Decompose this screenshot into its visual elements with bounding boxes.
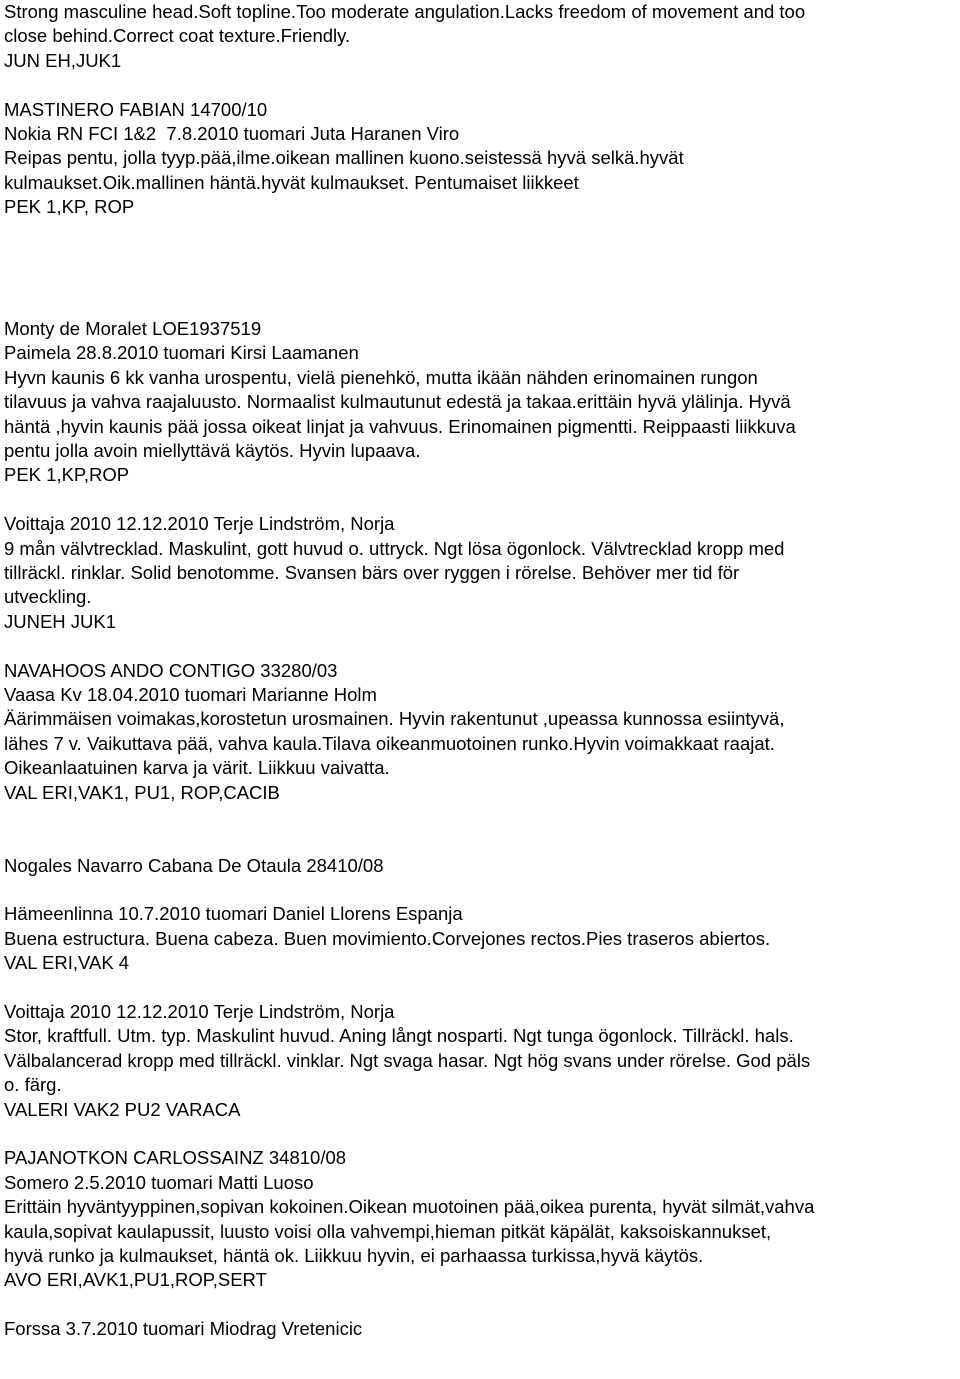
blank-line [4,976,954,1000]
blank-line [4,1122,954,1146]
text-line: VAL ERI,VAK 4 [4,952,130,974]
text-line: utveckling. [4,586,92,608]
text-line: kaula,sopivat kaulapussit, luusto voisi olla vahvempi,hieman pitkät käpälät, kaksoiskannukset, [4,1220,772,1242]
text-line: Somero 2.5.2010 tuomari Matti Luoso [4,1171,314,1193]
text-line: Hämeenlinna 10.7.2010 tuomari Daniel Llorens Espanja [4,903,463,925]
text-line: Reipas pentu, jolla tyyp.pää,ilme.oikean mallinen kuono.seistessä hyvä selkä.hyvät [4,147,684,169]
text-line: Monty de Moralet LOE1937519 [4,318,262,340]
text-line: hyvä runko ja kulmaukset, häntä ok. Liikkuu hyvin, ei parhaassa turkissa,hyvä käytös. [4,1244,704,1266]
text-line: Voittaja 2010 12.12.2010 Terje Lindström, Norja [4,513,395,535]
blank-line [4,220,954,244]
text-line: lähes 7 v. Vaikuttava pää, vahva kaula.Tilava oikeanmuotoinen runko.Hyvin voimakkaat raajat. [4,732,775,754]
blank-line [4,829,954,853]
blank-line [4,244,954,268]
text-line: PEK 1,KP, ROP [4,196,135,218]
blank-line [4,268,954,292]
text-line: o. färg. [4,1074,62,1096]
text-line: Paimela 28.8.2010 tuomari Kirsi Laamanen [4,342,359,364]
text-line: Hyvn kaunis 6 kk vanha urospentu, vielä pienehkö, mutta ikään nähden erinomainen rungon [4,366,758,388]
text-line: VALERI VAK2 PU2 VARACA [4,1098,241,1120]
blank-line [4,293,954,317]
text-line: JUN EH,JUK1 [4,49,122,71]
blank-line [4,805,954,829]
text-line: Vaasa Kv 18.04.2010 tuomari Marianne Holm [4,683,377,705]
blank-line [4,878,954,902]
text-line: Nogales Navarro Cabana De Otaula 28410/08 [4,854,384,876]
text-line: PEK 1,KP,ROP [4,464,130,486]
blank-line [4,1293,954,1317]
text-line: JUNEH JUK1 [4,610,117,632]
document-page [4,0,954,1341]
text-line: MASTINERO FABIAN 14700/10 [4,98,268,120]
text-line: Buena estructura. Buena cabeza. Buen movimiento.Corvejones rectos.Pies traseros abiertos. [4,927,771,949]
text-line: kulmaukset.Oik.mallinen häntä.hyvät kulmaukset. Pentumaiset liikkeet [4,171,579,193]
text-line: häntä ,hyvin kaunis pää jossa oikeat linjat ja vahvuus. Erinomainen pigmentti. Reippaasti liikkuva [4,415,796,437]
text-line: AVO ERI,AVK1,PU1,ROP,SERT [4,1269,267,1291]
blank-line [4,634,954,658]
text-line: close behind.Correct coat texture.Friendly. [4,25,351,47]
text-line: Voittaja 2010 12.12.2010 Terje Lindström, Norja [4,1001,395,1023]
text-line: PAJANOTKON CARLOSSAINZ 34810/08 [4,1147,347,1169]
text-line: Äärimmäisen voimakas,korostetun urosmainen. Hyvin rakentunut ,upeassa kunnossa esiintyvä, [4,708,785,730]
text-line: tillräckl. rinklar. Solid benotomme. Svansen bärs over ryggen i rörelse. Behöver mer tid för [4,561,740,583]
text-line: VAL ERI,VAK1, PU1, ROP,CACIB [4,781,280,803]
text-line: Välbalancerad kropp med tillräckl. vinklar. Ngt svaga hasar. Ngt hög svans under rörelse. God päls [4,1049,811,1071]
text-line: Erittäin hyväntyyppinen,sopivan kokoinen.Oikean muotoinen pää,oikea purenta, hyvät silmät,vahva [4,1196,815,1218]
blank-line [4,73,954,97]
text-line: Forssa 3.7.2010 tuomari Miodrag Vretenicic [4,1318,363,1340]
text-line: Nokia RN FCI 1&2 7.8.2010 tuomari Juta Haranen Viro [4,122,460,144]
text-line: Oikeanlaatuinen karva ja värit. Liikkuu vaivatta. [4,757,390,779]
text-line: pentu jolla avoin miellyttävä käytös. Hyvin lupaava. [4,440,421,462]
blank-line [4,488,954,512]
text-line: Stor, kraftfull. Utm. typ. Maskulint huvud. Aning långt nosparti. Ngt tunga ögonlock. Tillräckl. hals. [4,1025,794,1047]
text-line: 9 mån välvtrecklad. Maskulint, gott huvud o. uttryck. Ngt lösa ögonlock. Välvtrecklad kropp med [4,537,785,559]
text-line: tilavuus ja vahva raajaluusto. Normaalist kulmautunut edestä ja takaa.erittäin hyvä ylälinja. Hyvä [4,391,791,413]
text-line: NAVAHOOS ANDO CONTIGO 33280/03 [4,659,338,681]
text-line: Strong masculine head.Soft topline.Too moderate angulation.Lacks freedom of movement and too [4,1,806,22]
